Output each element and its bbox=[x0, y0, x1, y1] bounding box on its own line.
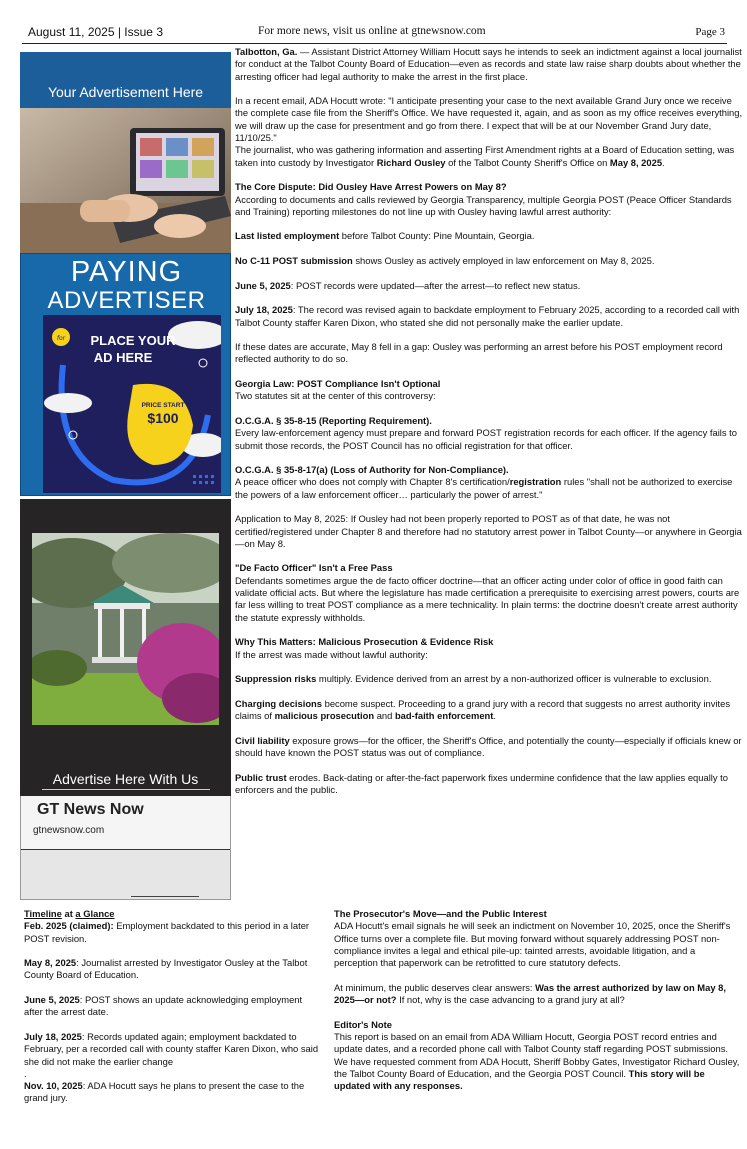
list-item: Last listed employment before Talbot County: Pine Mountain, Georgia. bbox=[235, 230, 535, 242]
brand-name: GT News Now bbox=[37, 801, 144, 818]
paragraph: In a recent email, ADA Hocutt wrote: "I anticipate presenting your case to the next available Grand Jury once we receive the complete case file from the Sheriff's Office. We have requested it, again, and as soon as my office receives everything, we will draw up the case for presentment and go from there. I expect that will be at our November Grand Jury date, 11/10/25." bbox=[235, 95, 743, 144]
section-heading: O.C.G.A. § 35-8-15 (Reporting Requirement). bbox=[235, 414, 432, 426]
paragraph: At minimum, the public deserves clear answers: Was the arrest authorized by law on May 8, 2025—or not? If not, why is the case advancing to a grand jury at all? bbox=[334, 981, 726, 1006]
ad1-title: Your Advertisement Here bbox=[47, 84, 204, 100]
sidebar bbox=[20, 52, 231, 900]
paragraph: Every law-enforcement agency must prepare and forward POST registration records for each officer. If the agency fails to submit those records, the POST Council has no official registration for that officer. bbox=[235, 427, 737, 451]
timeline-entry: Nov. 10, 2025: ADA Hocutt says he plans to present the case to the grand jury. bbox=[24, 1080, 305, 1104]
timeline-title: Timeline at a Glance bbox=[24, 908, 115, 919]
advertisement-2[interactable] bbox=[20, 253, 231, 496]
date-issue: August 11, 2025 | Issue 3 bbox=[28, 25, 163, 39]
advertisement-3[interactable] bbox=[20, 499, 231, 796]
prosecutor-section bbox=[334, 908, 740, 1092]
paragraph: The journalist, who was gathering information and asserting First Amendment rights at a Board of Education setting, was taken into custody by Investigator Richard Ousley of the Talbot County Sheriff's Office on May 8, 2025. bbox=[235, 144, 735, 168]
list-item: No C-11 POST submission shows Ousley as actively employed in law enforcement on May 8, 2025. bbox=[235, 255, 655, 267]
paragraph: Two statutes sit at the center of this controversy: bbox=[235, 390, 436, 402]
brand-url[interactable]: gtnewsnow.com bbox=[33, 825, 105, 836]
timeline-entry: May 8, 2025: Journalist arrested by Investigator Ousley at the Talbot County Board of Education. bbox=[24, 957, 308, 981]
website-note: For more news, visit us online at gtnewsnow.com bbox=[258, 25, 486, 37]
advertisement-1[interactable] bbox=[20, 52, 231, 253]
ad2-line1: PAYING bbox=[70, 256, 183, 288]
divider bbox=[131, 896, 199, 897]
paragraph: Defendants sometimes argue the de facto officer doctrine—that an officer acting under color of office in good faith can validate official acts. But where the legislature has made certification a prerequisite to exercising arrest powers, courts are far less willing to treat POST compliance as a mere technicality. In plain terms: the doctrine doesn't create arrest authority the statute expressly withholds. bbox=[235, 574, 740, 623]
brand-box bbox=[20, 796, 231, 900]
ad2-line2: ADVERTISER bbox=[47, 287, 206, 314]
stray-dot: . bbox=[24, 1067, 27, 1079]
list-item: Civil liability exposure grows—for the officer, the Sheriff's Office, and potentially the county—especially if officials knew or should have known the POST status was out of compliance. bbox=[235, 734, 742, 758]
laptop-photo bbox=[20, 108, 231, 253]
section-heading: The Core Dispute: Did Ousley Have Arrest Powers on May 8? bbox=[235, 181, 507, 193]
paragraph: A peace officer who does not comply with Chapter 8's certification/registration rules "shall not be authorized to exercise the powers of a law enforcement officer… particularly the power of arrest." bbox=[235, 476, 733, 500]
section-heading: "De Facto Officer" Isn't a Free Pass bbox=[235, 562, 393, 574]
ad-card-line1: PLACE YOUR bbox=[90, 333, 176, 348]
timeline-entry: Feb. 2025 (claimed): Employment backdated to this period in a later POST revision. bbox=[24, 920, 310, 944]
page-number: Page 3 bbox=[695, 26, 725, 38]
timeline-entry: June 5, 2025: POST shows an update acknowledging employment after the arrest date. bbox=[24, 994, 303, 1018]
brand-header bbox=[21, 796, 230, 850]
section-heading: O.C.G.A. § 35-8-17(a) (Loss of Authority for Non-Compliance). bbox=[235, 464, 509, 476]
ad-tag: for bbox=[56, 335, 66, 342]
place-ad-card bbox=[43, 315, 221, 493]
paragraph: If these dates are accurate, May 8 fell in a gap: Ousley was performing an arrest before his POST employment record reflected authority to do so. bbox=[235, 341, 723, 365]
section-heading: Editor's Note bbox=[334, 1018, 392, 1030]
ad-card-line2: AD HERE bbox=[93, 350, 153, 365]
section-heading: The Prosecutor's Move—and the Public Interest bbox=[334, 908, 547, 919]
lead-paragraph: Talbotton, Ga. — Assistant District Attorney William Hocutt says he intends to seek an indictment against a local journalist for conduct at the Talbot County Board of Education—even as records and state law raise sharp doubts about whether the arresting officer had legal authority to make the arrest in the first place. bbox=[235, 46, 742, 82]
list-item: Suppression risks multiply. Evidence derived from an arrest by a non-authorized officer is vulnerable to exclusion. bbox=[235, 673, 712, 685]
gazebo-garden-photo bbox=[32, 533, 219, 725]
timeline-section bbox=[24, 908, 322, 1105]
section-heading: Georgia Law: POST Compliance Isn't Optional bbox=[235, 378, 441, 390]
price-label: PRICE START bbox=[141, 402, 185, 409]
paragraph: ADA Hocutt's email signals he will seek an indictment on November 10, 2025, once the Sheriff's Office turns over a complete file. But moving forward without squarely addressing POST non-compliance invites a legal and ethical pile-up: tainted arrests, avoidable litigation, and a perception that paperwork can be retrofitted to cure statutory defects. bbox=[334, 920, 731, 969]
list-item: Charging decisions become suspect. Proceeding to a grand jury with a record that suggests no arrest authority invites claims of malicious prosecution and bad-faith enforcement. bbox=[235, 697, 731, 722]
list-item: June 5, 2025: POST records were updated—after the arrest—to reflect new status. bbox=[235, 279, 581, 291]
paragraph: If the arrest was made without lawful authority: bbox=[235, 648, 428, 660]
section-heading: Why This Matters: Malicious Prosecution & Evidence Risk bbox=[235, 636, 494, 648]
paragraph: Application to May 8, 2025: If Ousley had not been properly reported to POST as of that date, he was not certified/registered under Chapter 8 and therefore had no statutory arrest power in Talbot County—or anywhere in Georgia—on May 8. bbox=[235, 513, 742, 549]
list-item: July 18, 2025: The record was revised again to backdate employment to February 2025, according to a recorded call with Talbot County staffer Karen Dixon, who stated she did not personally make the earlier update. bbox=[235, 304, 740, 328]
paragraph: This report is based on an email from ADA William Hocutt, Georgia POST record entries and update dates, and a recorded phone call with Talbot County staff regarding POST submissions. We have requested comment from ADA Hocutt, Sheriff Bobby Gates, Investigator Richard Ousley, the Talbot County Board of Education, and the Georgia POST Council. This story will be updated with any responses. bbox=[334, 1030, 740, 1092]
timeline-entry: July 18, 2025: Records updated again; employment backdated to February, per a recorded call with county staffer Karen Dixon, who said she did not make the earlier change bbox=[24, 1030, 319, 1067]
ad3-text: Advertise Here With Us bbox=[52, 771, 199, 787]
page-header bbox=[22, 20, 727, 44]
article-body bbox=[235, 46, 743, 796]
list-item: Public trust erodes. Back-dating or after-the-fact paperwork fixes undermine confidence that the law applies equally to enforcers and the public. bbox=[235, 771, 728, 795]
divider bbox=[42, 789, 210, 790]
paragraph: According to documents and calls reviewed by Georgia Transparency, multiple Georgia POST (Peace Officer Standards and Training) reporting milestones do not line up with Ousley having lawful arrest authority: bbox=[235, 193, 732, 217]
price-value: $100 bbox=[147, 410, 179, 426]
